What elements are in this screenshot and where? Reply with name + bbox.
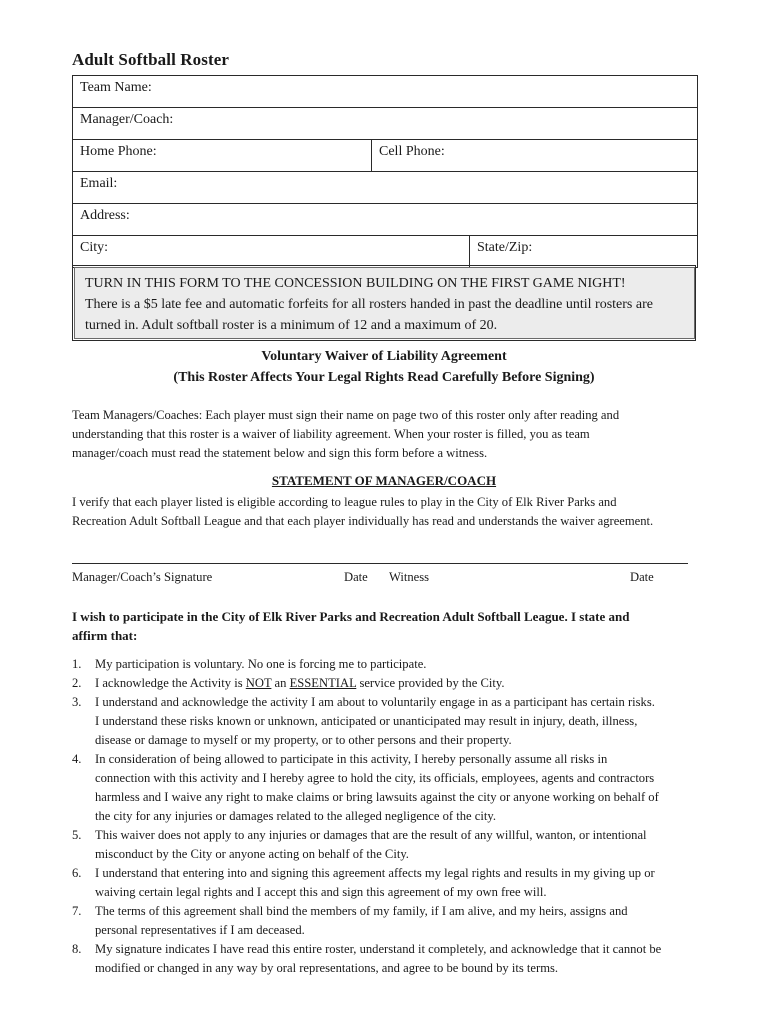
home-phone-field[interactable]: Home Phone: (73, 140, 372, 171)
address-field[interactable]: Address: (80, 208, 130, 223)
item-line: In consideration of being allowed to participate in this activity, I hereby personally assume all risks in (95, 752, 608, 766)
item-line (95, 674, 504, 693)
item-text (95, 826, 647, 864)
email-row (73, 172, 697, 204)
list-item (72, 864, 712, 902)
instructions-line-1: Team Managers/Coaches: Each player must sign their name on page two of this roster only after reading and (72, 408, 620, 422)
waiver-subheading: (This Roster Affects Your Legal Rights Read Carefully Before Signing) (173, 370, 595, 385)
item-line: disease or damage to myself or my property, or to other persons and their property. (95, 733, 512, 747)
email-field[interactable]: Email: (80, 176, 118, 191)
city-row (73, 236, 697, 268)
item-number: 3. (72, 695, 82, 709)
instructions-paragraph (72, 406, 702, 463)
item-number: 8. (72, 942, 82, 956)
manager-coach-row (73, 108, 697, 140)
manager-coach-field[interactable]: Manager/Coach: (80, 112, 174, 127)
item-line: The terms of this agreement shall bind the members of my family, if I am alive, and my heirs, assigns and (95, 904, 628, 918)
address-row (73, 204, 697, 236)
waiver-terms-list (72, 655, 712, 978)
team-name-field[interactable]: Team Name: (80, 80, 152, 95)
item-line: This waiver does not apply to any injuries or damages that are the result of any willful, wanton, or intentional (95, 828, 647, 842)
not-emphasis: NOT (245, 676, 272, 690)
item-text (95, 750, 659, 826)
item-text (95, 864, 655, 902)
item-number: 7. (72, 904, 82, 918)
witness-date-label: Date (630, 570, 654, 584)
instructions-line-2: understanding that this roster is a waiver of liability agreement. When your roster is filled, you as team (72, 427, 590, 441)
list-item (72, 750, 712, 826)
city-field[interactable]: City: (73, 236, 470, 267)
item-line: modified or changed in any way by oral representations, and agree to be bound by its terms. (95, 961, 559, 975)
affirm-line-1: I wish to participate in the City of Elk River Parks and Recreation Adult Softball League. I state and (72, 609, 630, 624)
team-name-row (73, 76, 697, 108)
roster-info-table (72, 75, 698, 268)
item-line: connection with this activity and I hereby agree to hold the city, its officials, employees, agents and contractors (95, 771, 655, 785)
item-line: I understand these risks known or unknown, anticipated or unanticipated may result in injury, death, illness, (95, 714, 638, 728)
list-item (72, 902, 712, 940)
page-title: Adult Softball Roster (72, 50, 229, 69)
essential-emphasis: ESSENTIAL (289, 676, 357, 690)
statement-line-2: Recreation Adult Softball League and that each player individually has read and understands the waiver agreement. (72, 514, 654, 528)
item-text-mid: an (271, 676, 290, 690)
item-line: personal representatives if I am deceased. (95, 923, 305, 937)
notice-line-3: turned in. Adult softball roster is a minimum of 12 and a maximum of 20. (85, 318, 498, 333)
waiver-heading: Voluntary Waiver of Liability Agreement (261, 349, 507, 364)
cell-phone-field[interactable]: Cell Phone: (379, 144, 445, 159)
item-text (95, 693, 655, 750)
notice-box (72, 265, 696, 341)
item-line: I understand that entering into and signing this agreement affects my legal rights and results in my giving up or (95, 866, 655, 880)
notice-line-2: There is a $5 late fee and automatic forfeits for all rosters handed in past the deadline until rosters are (85, 297, 653, 312)
item-text-post: service provided by the City. (356, 676, 505, 690)
witness-label: Witness (389, 570, 430, 584)
affirm-line-2: affirm that: (72, 628, 138, 643)
manager-signature-label: Manager/Coach’s Signature (72, 570, 213, 584)
item-line: I understand and acknowledge the activity I am about to voluntarily engage in as a participant has certain risks. (95, 695, 655, 709)
item-line: waiving certain legal rights and I accept this and sign this agreement of my own free will. (95, 885, 547, 899)
item-text (95, 674, 504, 693)
statement-line-1: I verify that each player listed is eligible according to league rules to play in the City of Elk River Parks and (72, 495, 617, 509)
item-line: misconduct by the City or anyone acting on behalf of the City. (95, 847, 409, 861)
item-text-pre: I acknowledge the Activity is (95, 676, 246, 690)
list-item (72, 674, 712, 693)
item-text (95, 940, 661, 978)
notice-line-1: TURN IN THIS FORM TO THE CONCESSION BUILDING ON THE FIRST GAME NIGHT! (85, 276, 626, 291)
item-number: 1. (72, 657, 82, 671)
item-line: My signature indicates I have read this entire roster, understand it completely, and acknowledge that it cannot be (95, 942, 662, 956)
item-number: 2. (72, 676, 82, 690)
list-item (72, 693, 712, 750)
list-item (72, 655, 712, 674)
signature-line[interactable] (72, 563, 688, 564)
affirmation-heading (72, 607, 702, 645)
list-item (72, 826, 712, 864)
item-line: the city for any injuries or damages related to the alleged negligence of the city. (95, 809, 496, 823)
statement-heading: STATEMENT OF MANAGER/COACH (271, 473, 497, 488)
item-line: harmless and I waive any right to make claims or bring lawsuits against the city or anyone working on behalf of (95, 790, 659, 804)
item-line: My participation is voluntary. No one is forcing me to participate. (95, 657, 427, 671)
date-label: Date (344, 570, 368, 584)
item-text (95, 655, 426, 674)
instructions-line-3: manager/coach must read the statement below and sign this form before a witness. (72, 446, 488, 460)
item-number: 6. (72, 866, 82, 880)
list-item (72, 940, 712, 978)
item-text (95, 902, 628, 940)
phone-row (73, 140, 697, 172)
item-number: 4. (72, 752, 82, 766)
state-zip-field[interactable]: State/Zip: (477, 240, 533, 255)
statement-paragraph (72, 493, 702, 531)
item-number: 5. (72, 828, 82, 842)
notice-inner (74, 267, 695, 339)
